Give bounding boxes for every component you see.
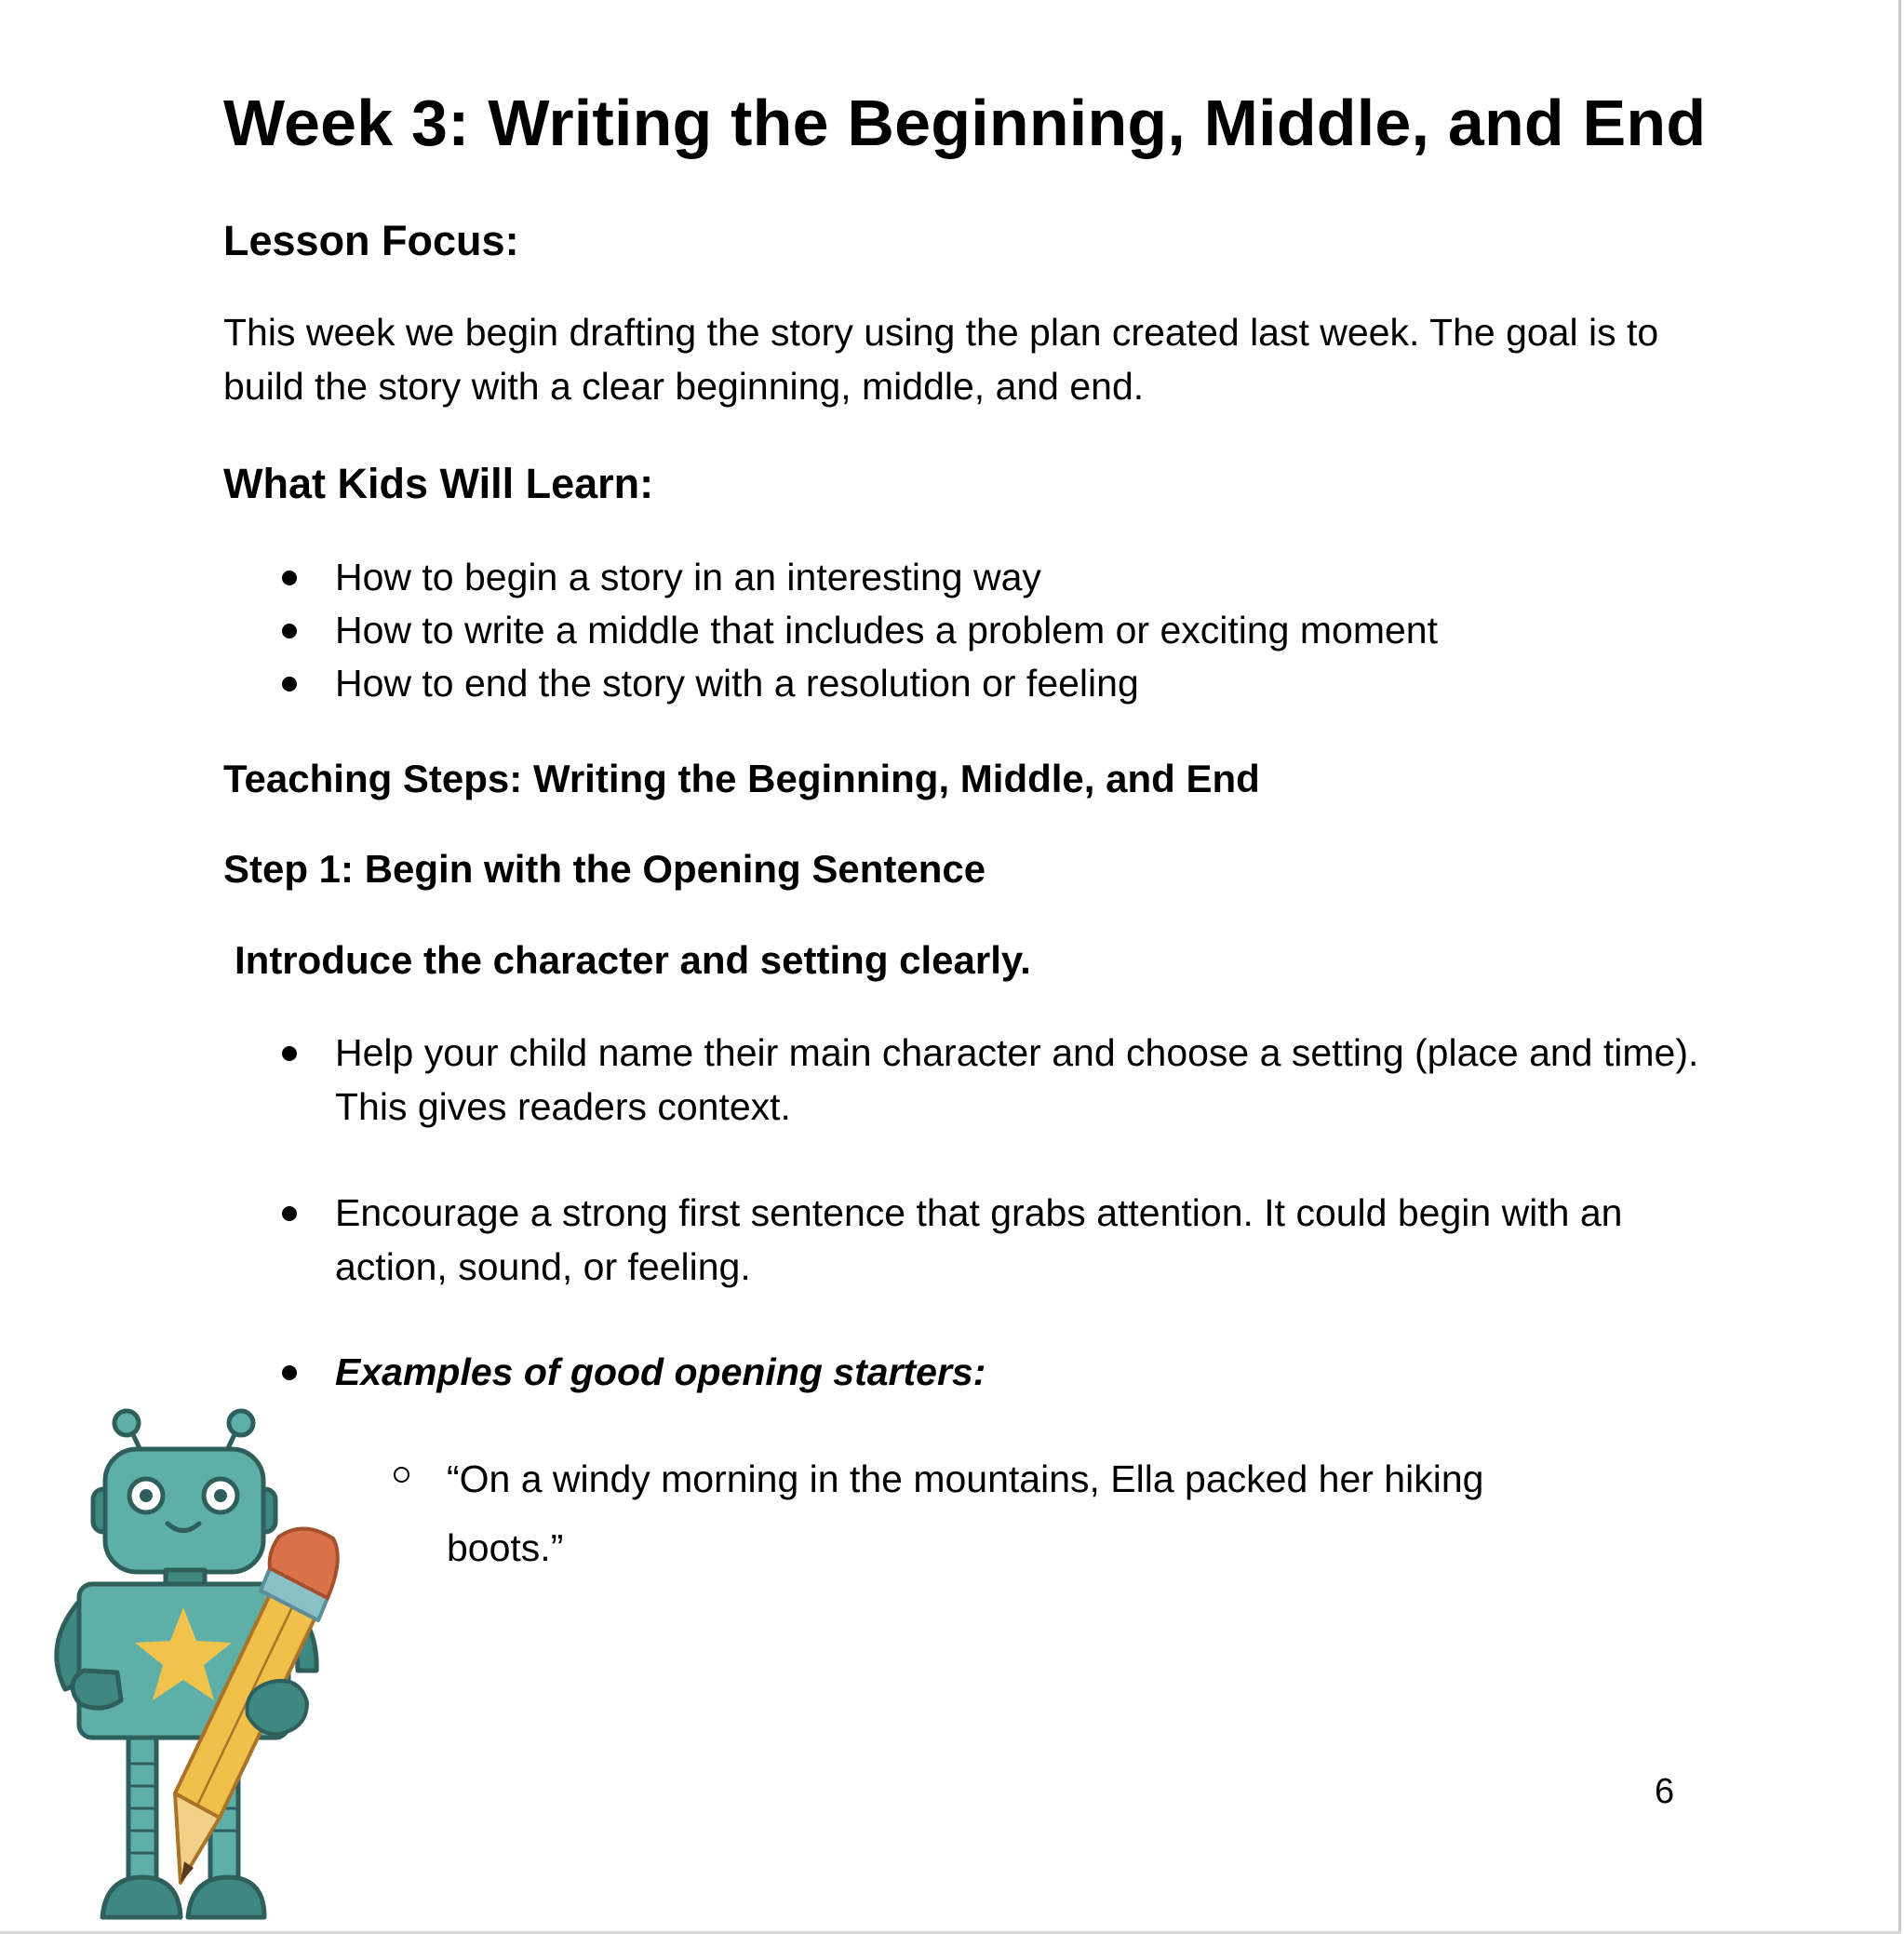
list-item-text: How to write a middle that includes a problem or exciting moment xyxy=(335,609,1438,651)
list-item-text: Examples of good opening starters: xyxy=(335,1350,986,1393)
step1-heading: Step 1: Begin with the Opening Sentence xyxy=(223,847,986,891)
step1-subheading: Introduce the character and setting clearly. xyxy=(235,938,1031,982)
list-item-text: How to end the story with a resolution or feeling xyxy=(335,662,1139,705)
lesson-focus-text: This week we begin drafting the story using the plan created last week. The goal is to build the story with a clear beginning, middle, and end. xyxy=(223,311,1659,408)
list-item-text: Help your child name their main character and choose a setting (place and time). This gives readers context. xyxy=(335,1031,1699,1128)
page-number: 6 xyxy=(1655,1772,1675,1811)
example-text: “On a windy morning in the mountains, Ella packed her hiking boots.” xyxy=(447,1457,1484,1569)
page-title: Week 3: Writing the Beginning, Middle, and End xyxy=(223,87,1707,159)
robot-with-pencil-illustration xyxy=(28,1391,419,1931)
bullet-icon xyxy=(282,571,297,585)
list-item-text: Encourage a strong first sentence that grabs attention. It could begin with an action, sound, or feeling. xyxy=(335,1191,1623,1288)
bullet-icon xyxy=(282,1365,297,1380)
page-edge xyxy=(1898,0,1901,1934)
bullet-icon xyxy=(282,677,297,692)
list-item-text: How to begin a story in an interesting way xyxy=(335,556,1041,598)
bullet-icon xyxy=(282,624,297,638)
what-kids-learn-heading: What Kids Will Learn: xyxy=(223,460,654,507)
bullet-icon xyxy=(282,1046,297,1061)
teaching-steps-heading: Teaching Steps: Writing the Beginning, Middle, and End xyxy=(223,757,1260,800)
lesson-focus-heading: Lesson Focus: xyxy=(223,217,519,264)
bullet-icon xyxy=(282,1206,297,1221)
